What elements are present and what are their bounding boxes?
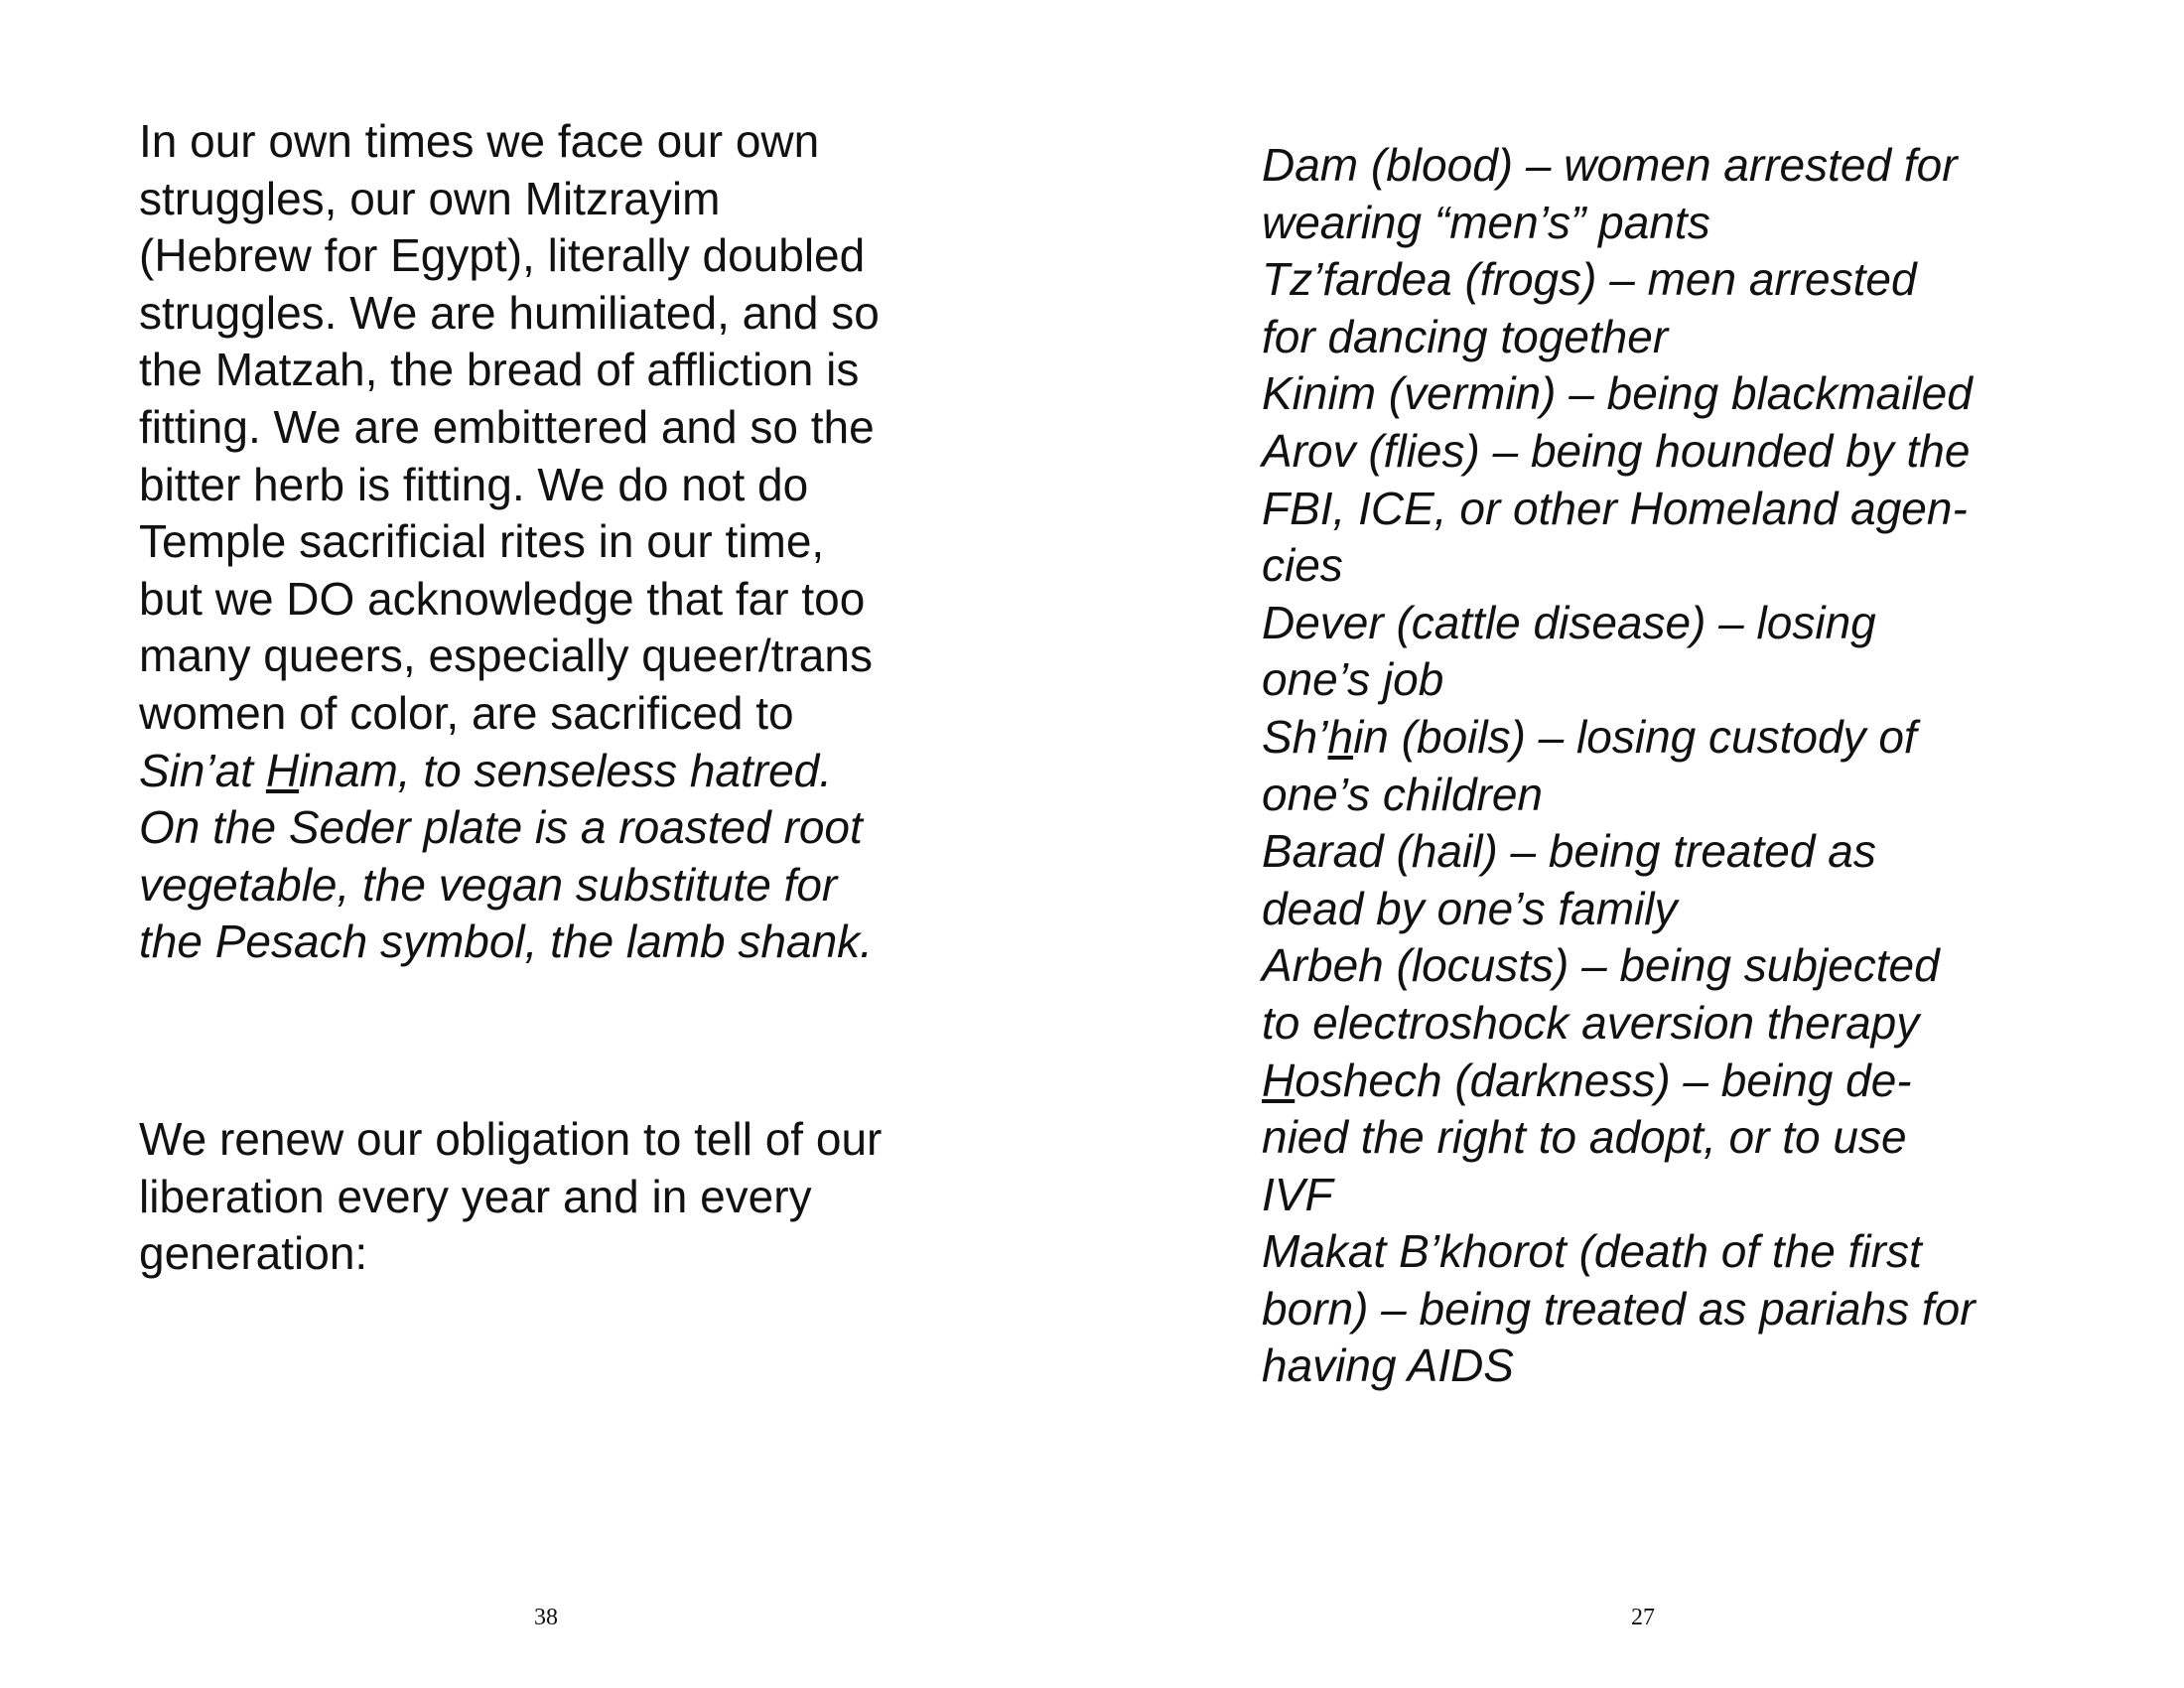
list-line: Barad (hail) – being treated as <box>1262 825 1876 878</box>
list-line: Dam (blood) – women arrested for <box>1262 139 1958 191</box>
list-line: nied the right to adopt, or to use <box>1262 1111 1907 1164</box>
italic-line: vegetable, the vegan substitute for <box>139 858 838 911</box>
list-line: for dancing together <box>1262 310 1669 362</box>
paragraph-renew-obligation <box>139 1111 882 1283</box>
text-line: Temple sacrificial rites in our time, <box>139 515 825 568</box>
text-line: We renew our obligation to tell of our <box>139 1113 883 1165</box>
text-line: bitter herb is fitting. We do not do <box>139 458 809 510</box>
text-line: liberation every year and in every <box>139 1170 812 1222</box>
text-line: fitting. We are embittered and so the <box>139 400 875 453</box>
list-line: wearing “men’s” pants <box>1262 196 1710 248</box>
text-line: In our own times we face our own <box>139 115 820 167</box>
text-line: but we DO acknowledge that far too <box>139 572 866 625</box>
italic-line: On the Seder plate is a roasted root <box>139 801 863 854</box>
plagues-list <box>1262 137 1976 1395</box>
text-line: women of color, are sacrificed to <box>139 686 794 739</box>
paragraph-our-own-times <box>139 113 880 971</box>
list-line: Tz’fardea (frogs) – men arrested <box>1262 253 1917 306</box>
list-line: IVF <box>1262 1168 1333 1220</box>
italic-line-sinat-hinam <box>139 743 880 800</box>
list-line: born) – being treated as pariahs for <box>1262 1282 1976 1335</box>
text-line: generation: <box>139 1227 368 1280</box>
underlined-letter: h <box>1327 710 1354 763</box>
list-line: dead by one’s family <box>1262 882 1678 934</box>
list-line-hoshech <box>1262 1053 1976 1110</box>
text-line: struggles, our own Mitzrayim <box>139 172 721 224</box>
text-fragment: inam, to senseless hatred. <box>299 744 833 796</box>
italic-line: the Pesach symbol, the lamb shank. <box>139 915 873 968</box>
list-line: one’s job <box>1262 653 1444 706</box>
underlined-letter: H <box>1262 1054 1296 1106</box>
list-line-shhin <box>1262 709 1976 767</box>
text-fragment: Sh’ <box>1262 710 1328 763</box>
list-line: to electroshock aversion therapy <box>1262 996 1920 1049</box>
list-line: Arov (flies) – being hounded by the <box>1262 424 1971 477</box>
list-line: one’s children <box>1262 768 1544 820</box>
list-line: Arbeh (locusts) – being subjected <box>1262 939 1940 992</box>
list-line: Kinim (vermin) – being blackmailed <box>1262 367 1973 420</box>
text-fragment: Sin’at <box>139 744 266 796</box>
underlined-letter: H <box>265 744 300 796</box>
list-line: cies <box>1262 539 1343 592</box>
text-fragment: oshech (darkness) – being de- <box>1295 1054 1912 1106</box>
list-line: FBI, ICE, or other Homeland agen- <box>1262 482 1968 534</box>
right-page <box>1092 0 2184 1688</box>
list-line: Dever (cattle disease) – losing <box>1262 596 1876 648</box>
text-fragment: in (boils) – losing custody of <box>1353 710 1917 763</box>
text-line: many queers, especially queer/trans <box>139 630 873 682</box>
page-number: 38 <box>534 1605 558 1630</box>
list-line: having AIDS <box>1262 1339 1514 1392</box>
text-line: (Hebrew for Egypt), literally doubled <box>139 229 866 282</box>
page-number: 27 <box>1631 1605 1655 1630</box>
text-line: struggles. We are humiliated, and so <box>139 286 880 339</box>
list-line: Makat B’khorot (death of the first <box>1262 1225 1922 1278</box>
text-line: the Matzah, the bread of affliction is <box>139 344 860 396</box>
